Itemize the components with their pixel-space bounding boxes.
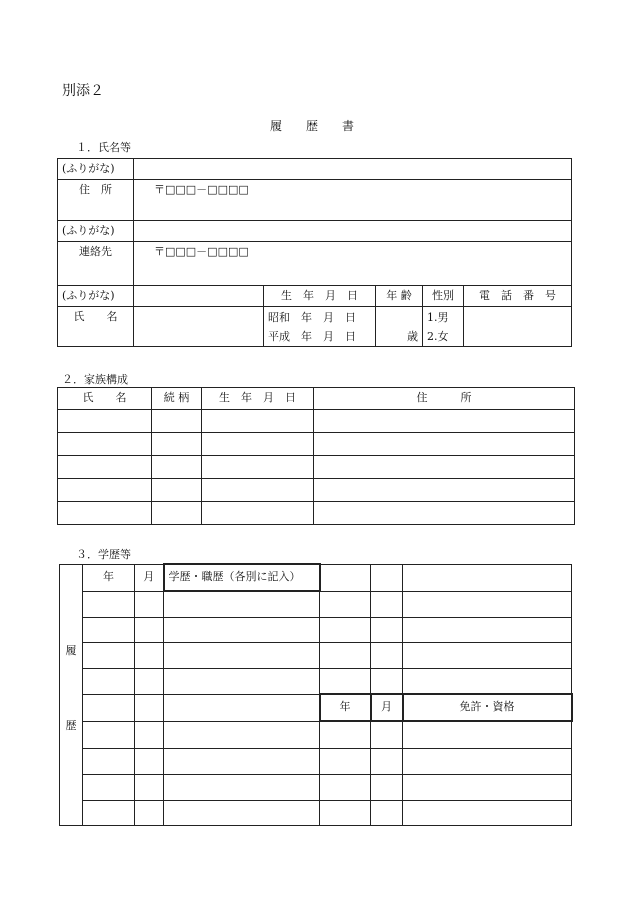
history-cell[interactable]: [320, 617, 371, 642]
table-row: [58, 410, 575, 433]
history-cell[interactable]: [83, 800, 135, 825]
age-header: 年 齢: [376, 286, 423, 307]
table-row: [58, 433, 575, 456]
history-cell[interactable]: [371, 642, 403, 668]
license-cell[interactable]: [371, 774, 403, 800]
history-cell[interactable]: [164, 591, 320, 617]
family-table: [57, 387, 575, 525]
history-col-month: 月: [135, 564, 164, 591]
era-heisei: 平成 年 月 日: [268, 329, 356, 343]
birthdate-field[interactable]: [264, 307, 376, 347]
history-cell[interactable]: [371, 591, 403, 617]
side-label-1: 履: [65, 643, 77, 657]
family-cell[interactable]: [314, 433, 575, 456]
family-cell[interactable]: [58, 456, 152, 479]
history-cell[interactable]: [164, 694, 320, 721]
history-table: [59, 563, 573, 826]
furigana-label: (ふりがな): [58, 221, 134, 242]
license-cell[interactable]: [371, 800, 403, 825]
family-cell[interactable]: [152, 410, 202, 433]
license-cell[interactable]: [320, 774, 371, 800]
gender-male: 1.男: [427, 310, 449, 324]
family-cell[interactable]: [314, 502, 575, 525]
age-field[interactable]: [376, 307, 423, 347]
history-cell[interactable]: [320, 564, 371, 591]
family-cell[interactable]: [202, 410, 314, 433]
family-cell[interactable]: [152, 456, 202, 479]
license-cell[interactable]: [403, 774, 572, 800]
furigana-label: (ふりがな): [58, 286, 134, 307]
gender-header: 性別: [423, 286, 464, 307]
history-cell[interactable]: [135, 748, 164, 774]
history-cell[interactable]: [135, 721, 164, 748]
section1-heading: １．氏名等: [76, 141, 131, 154]
history-cell[interactable]: [83, 642, 135, 668]
table-row: [60, 668, 572, 694]
history-cell[interactable]: [83, 668, 135, 694]
history-cell[interactable]: [135, 774, 164, 800]
age-unit: 歳: [407, 329, 418, 343]
history-cell[interactable]: [371, 564, 403, 591]
table-row: [58, 479, 575, 502]
family-cell[interactable]: [58, 410, 152, 433]
license-col-year: 年: [320, 694, 371, 721]
history-cell[interactable]: [164, 617, 320, 642]
history-cell[interactable]: [83, 774, 135, 800]
history-cell[interactable]: [164, 800, 320, 825]
history-cell[interactable]: [403, 591, 572, 617]
license-cell[interactable]: [371, 721, 403, 748]
history-cell[interactable]: [320, 642, 371, 668]
gender-female: 2.女: [427, 329, 449, 343]
license-cell[interactable]: [320, 800, 371, 825]
family-cell[interactable]: [152, 479, 202, 502]
history-cell[interactable]: [403, 617, 572, 642]
furigana-contact-field[interactable]: [134, 221, 572, 242]
history-col-year: 年: [83, 564, 135, 591]
table-row: [58, 502, 575, 525]
history-cell[interactable]: [164, 668, 320, 694]
contact-label: 連絡先: [58, 242, 134, 286]
table-row: [58, 456, 575, 479]
postal-code: 〒□□□－□□□□: [154, 183, 249, 196]
family-cell[interactable]: [314, 456, 575, 479]
family-cell[interactable]: [152, 433, 202, 456]
table-row: [60, 617, 572, 642]
license-col-title: 免許・資格: [403, 694, 572, 721]
phone-header: 電 話 番 号: [464, 286, 572, 307]
section3-heading: ３．学歴等: [76, 548, 131, 561]
table-row: [60, 721, 572, 748]
history-cell[interactable]: [320, 668, 371, 694]
family-cell[interactable]: [202, 479, 314, 502]
history-cell[interactable]: [371, 668, 403, 694]
era-showa: 昭和 年 月 日: [268, 310, 356, 324]
license-cell[interactable]: [403, 721, 572, 748]
family-cell[interactable]: [58, 433, 152, 456]
gender-field[interactable]: [423, 307, 464, 347]
history-cell[interactable]: [403, 668, 572, 694]
license-cell[interactable]: [403, 800, 572, 825]
phone-field[interactable]: [464, 307, 572, 347]
license-cell[interactable]: [320, 721, 371, 748]
family-col-name: 氏 名: [58, 388, 152, 410]
document-title: 履 歴 書: [269, 119, 360, 133]
history-cell[interactable]: [164, 748, 320, 774]
history-side-label: [60, 564, 83, 825]
family-cell[interactable]: [202, 502, 314, 525]
address-label: 住 所: [58, 180, 134, 221]
license-col-month: 月: [371, 694, 403, 721]
table-row: [60, 774, 572, 800]
history-cell[interactable]: [135, 668, 164, 694]
license-cell[interactable]: [320, 748, 371, 774]
postal-code: 〒□□□－□□□□: [154, 245, 249, 258]
history-cell[interactable]: [83, 721, 135, 748]
family-cell[interactable]: [202, 456, 314, 479]
history-cell[interactable]: [135, 800, 164, 825]
history-cell[interactable]: [371, 617, 403, 642]
history-cell[interactable]: [83, 591, 135, 617]
family-cell[interactable]: [58, 502, 152, 525]
table-row: [60, 748, 572, 774]
history-cell[interactable]: [403, 642, 572, 668]
history-cell[interactable]: [135, 694, 164, 721]
furigana-label: (ふりがな): [58, 159, 134, 180]
license-cell[interactable]: [403, 748, 572, 774]
attachment-label: 別添２: [62, 83, 104, 99]
table-row: [60, 591, 572, 617]
birthdate-header: 生 年 月 日: [264, 286, 376, 307]
side-label-2: 歴: [65, 718, 77, 732]
family-cell[interactable]: [314, 479, 575, 502]
address-field[interactable]: [134, 180, 572, 221]
family-col-birth: 生 年 月 日: [202, 388, 314, 410]
furigana-name-field[interactable]: [134, 286, 264, 307]
name-label: 氏 名: [58, 307, 134, 347]
family-col-relation: 続 柄: [152, 388, 202, 410]
table-row: [60, 642, 572, 668]
family-cell[interactable]: [152, 502, 202, 525]
history-cell[interactable]: [83, 694, 135, 721]
history-cell[interactable]: [135, 591, 164, 617]
history-cell[interactable]: [403, 564, 572, 591]
furigana-address-field[interactable]: [134, 159, 572, 180]
contact-field[interactable]: [134, 242, 572, 286]
history-cell[interactable]: [164, 774, 320, 800]
personal-info-table: [57, 158, 572, 347]
license-cell[interactable]: [371, 748, 403, 774]
family-cell[interactable]: [202, 433, 314, 456]
family-cell[interactable]: [314, 410, 575, 433]
history-cell[interactable]: [164, 721, 320, 748]
section2-heading: ２．家族構成: [62, 373, 128, 386]
history-cell[interactable]: [135, 617, 164, 642]
history-cell[interactable]: [320, 591, 371, 617]
history-col-title: 学歴・職歴（各別に記入）: [164, 564, 320, 591]
history-cell[interactable]: [135, 642, 164, 668]
history-cell[interactable]: [83, 748, 135, 774]
history-cell[interactable]: [83, 617, 135, 642]
table-row: [60, 800, 572, 825]
family-cell[interactable]: [58, 479, 152, 502]
history-cell[interactable]: [164, 642, 320, 668]
family-col-address: 住 所: [314, 388, 575, 410]
name-field[interactable]: [134, 307, 264, 347]
